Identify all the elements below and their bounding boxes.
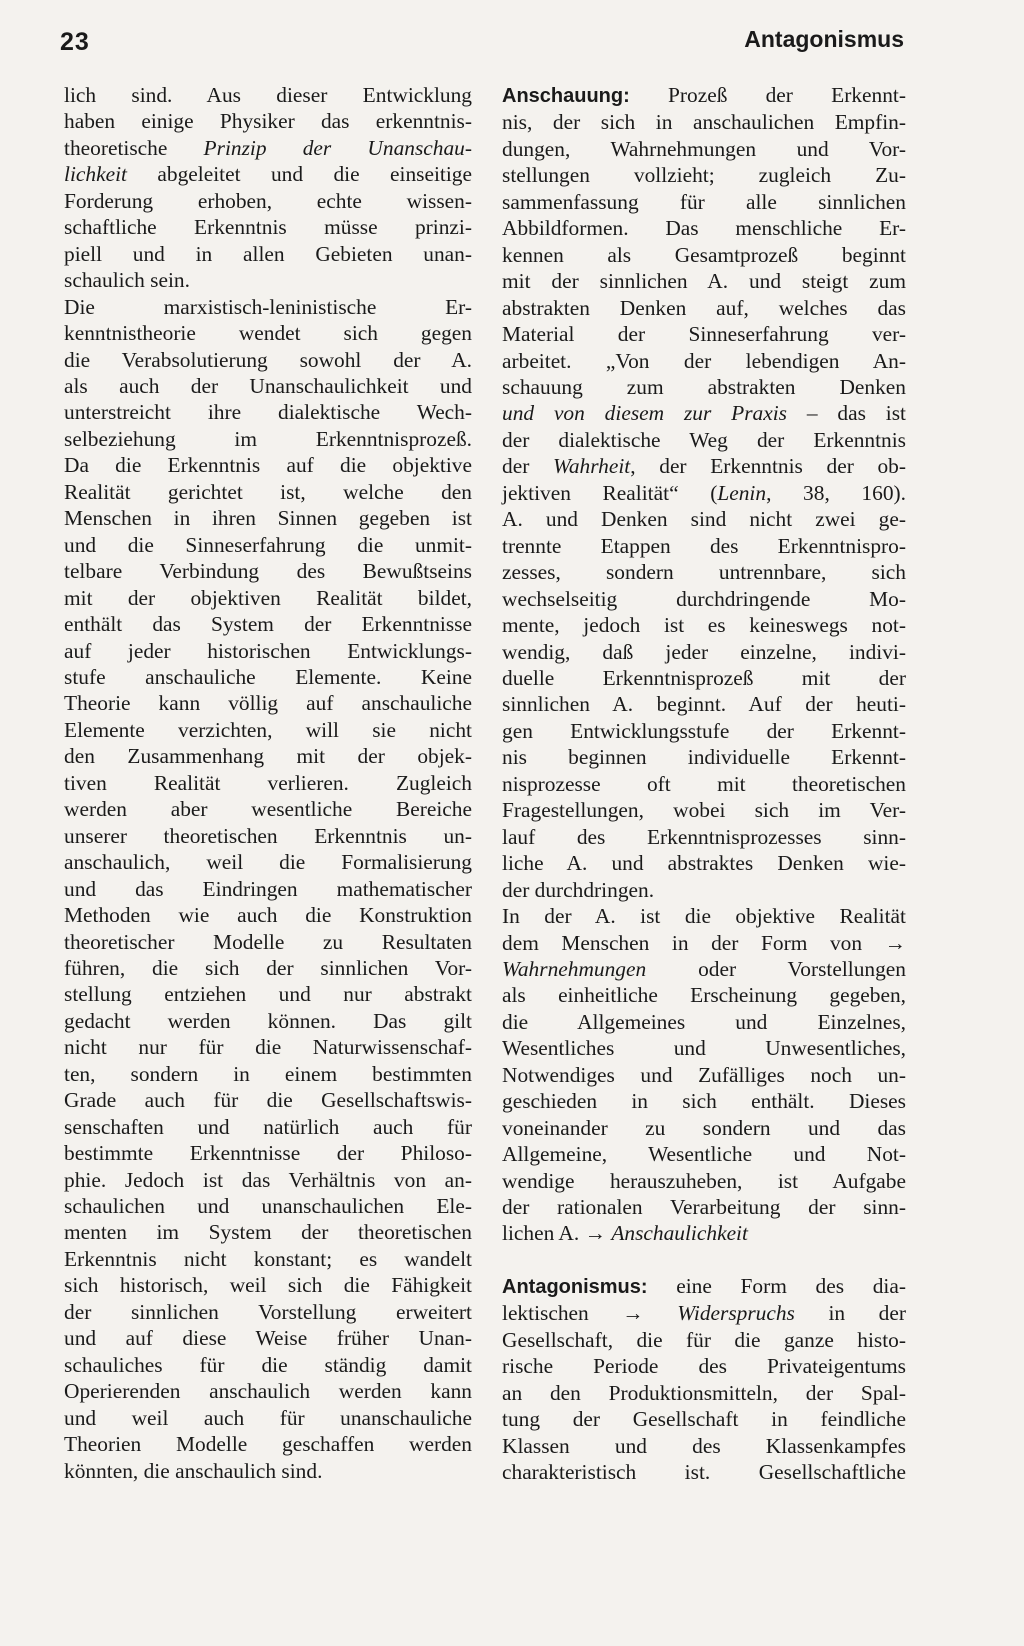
text-line: bestimmte Erkenntnisse der Philoso- bbox=[64, 1141, 472, 1166]
text-line: A. und Denken sind nicht zwei ge- bbox=[502, 507, 906, 532]
quote-italic: und von diesem zur Praxis bbox=[502, 401, 787, 426]
text-line: schauliches für die ständig damit bbox=[64, 1352, 472, 1377]
text-line: Operierenden anschaulich werden kann bbox=[64, 1379, 472, 1404]
term-anschaulichkeit: Anschaulichkeit bbox=[611, 1221, 748, 1246]
text-line: schaftliche Erkenntnis müsse prinzi- bbox=[64, 215, 472, 240]
paragraph bbox=[64, 294, 472, 1484]
text-line: arbeitet. „Von der lebendigen An- bbox=[502, 348, 906, 373]
entry-gap bbox=[502, 1247, 906, 1273]
text-line: tung der Gesellschaft in feindliche bbox=[502, 1407, 906, 1432]
text-line: anschaulich, weil die Formalisierung bbox=[64, 850, 472, 875]
text-line: Forderung erhoben, echte wissen- bbox=[64, 188, 472, 213]
text-line: als einheitliche Erscheinung gegeben, bbox=[502, 983, 906, 1008]
text-line: mit der objektiven Realität bildet, bbox=[64, 585, 472, 610]
text-line: selbeziehung im Erkenntnisprozeß. bbox=[64, 426, 472, 451]
text-segment: in der bbox=[828, 1301, 906, 1326]
text-line: dem Menschen in der Form von → bbox=[502, 930, 906, 955]
headword-antagonismus: Antagonismus: bbox=[502, 1275, 648, 1298]
text-line: Theorie kann völlig auf anschauliche bbox=[64, 691, 472, 716]
text-line: mente, jedoch ist es keineswegs not- bbox=[502, 613, 906, 638]
text-segment: theoretische bbox=[64, 135, 168, 160]
text-line: Allgemeine, Wesentliche und Not- bbox=[502, 1142, 906, 1167]
text-line: lauf des Erkenntnisprozesses sinn- bbox=[502, 824, 906, 849]
text-line: Material der Sinneserfahrung ver- bbox=[502, 322, 906, 347]
text-line: unterstreicht ihre dialektische Wech- bbox=[64, 400, 472, 425]
text-line: den Zusammenhang mit der objek- bbox=[64, 744, 472, 769]
text-line: nis, der sich in anschaulichen Empfin- bbox=[502, 110, 906, 135]
text-line: Realität gerichtet ist, welche den bbox=[64, 479, 472, 504]
text-line: unserer theoretischen Erkenntnis un- bbox=[64, 823, 472, 848]
text-line: Erkenntnis nicht konstant; es wandelt bbox=[64, 1246, 472, 1271]
term-prinzip: Prinzip der Unanschau- bbox=[203, 135, 472, 160]
text-segment: lektischen → bbox=[502, 1301, 644, 1326]
text-line: schauung zum abstrakten Denken bbox=[502, 374, 906, 399]
text-segment: jektiven Realität“ ( bbox=[502, 480, 718, 505]
text-line: führen, die sich der sinnlichen Vor- bbox=[64, 955, 472, 980]
text-line: Gesellschaft, die für die ganze histo- bbox=[502, 1327, 906, 1352]
text-segment: der bbox=[502, 454, 530, 479]
text-line: enthält das System der Erkenntnisse bbox=[64, 612, 472, 637]
text-line: lich sind. Aus dieser Entwicklung bbox=[64, 83, 472, 107]
text-line: der sinnlichen Vorstellung erweitert bbox=[64, 1299, 472, 1324]
text-line: Die marxistisch-leninistische Er- bbox=[64, 294, 472, 319]
text-line: als auch der Unanschaulichkeit und bbox=[64, 373, 472, 398]
text-segment: Prozeß der Erkennt- bbox=[668, 83, 906, 107]
left-column bbox=[64, 82, 472, 1484]
text-line: senschaften und natürlich auch für bbox=[64, 1114, 472, 1139]
text-line: menten im System der theoretischen bbox=[64, 1220, 472, 1245]
text-line: Wesentliches und Unwesentliches, bbox=[502, 1036, 906, 1061]
text-line: stellungen vollzieht; zugleich Zu- bbox=[502, 163, 906, 188]
text-line: der durchdringen. bbox=[502, 877, 655, 902]
text-line: werden aber wesentliche Bereiche bbox=[64, 797, 472, 822]
text-line: Menschen in ihren Sinnen gegeben ist bbox=[64, 506, 472, 531]
text-line: telbare Verbindung des Bewußtseins bbox=[64, 559, 472, 584]
text-line: und das Eindringen mathematischer bbox=[64, 876, 472, 901]
text-line: stellung entziehen und nur abstrakt bbox=[64, 982, 472, 1007]
text-line: abstrakten Denken auf, welches das bbox=[502, 295, 906, 320]
text-line: Da die Erkenntnis auf die objektive bbox=[64, 453, 472, 478]
text-line: nisprozesse oft mit theoretischen bbox=[502, 771, 906, 796]
text-line bbox=[502, 400, 906, 426]
text-line: duelle Erkenntnisprozeß mit der bbox=[502, 665, 906, 690]
text-line: der rationalen Verarbeitung der sinn- bbox=[502, 1195, 906, 1220]
text-line: piell und in allen Gebieten unan- bbox=[64, 241, 472, 266]
text-line: nis beginnen individuelle Erkennt- bbox=[502, 745, 906, 770]
text-line: Grade auch für die Gesellschaftswis- bbox=[64, 1088, 472, 1113]
text-line: haben einige Physiker das erkenntnis- bbox=[64, 109, 472, 134]
text-line: rische Periode des Privateigentums bbox=[502, 1354, 906, 1379]
text-line: Notwendiges und Zufälliges noch un- bbox=[502, 1062, 906, 1087]
text-line: mit der sinnlichen A. und steigt zum bbox=[502, 269, 906, 294]
text-line: wechselseitig durchdringende Mo- bbox=[502, 586, 906, 611]
text-line: ten, sondern in einem bestimmten bbox=[64, 1061, 472, 1086]
text-line: und weil auch für unanschauliche bbox=[64, 1405, 472, 1430]
text-line: geschieden in sich enthält. Dieses bbox=[502, 1089, 906, 1114]
text-line: und die Sinneserfahrung die unmit- bbox=[64, 532, 472, 557]
text-line: wendig, daß jeder einzelne, indivi- bbox=[502, 639, 906, 664]
page-number: 23 bbox=[60, 28, 90, 56]
entry-antagonismus bbox=[502, 1273, 906, 1486]
text-line: phie. Jedoch ist das Verhältnis von an- bbox=[64, 1167, 472, 1192]
text-line: theoretischer Modelle zu Resultaten bbox=[64, 929, 472, 954]
term-wahrnehmungen: Wahrnehmungen bbox=[502, 956, 647, 981]
text-line: voneinander zu sondern und das bbox=[502, 1115, 906, 1140]
text-line: Theorien Modelle geschaffen werden bbox=[64, 1432, 472, 1457]
text-line: schaulichen und unanschaulichen Ele- bbox=[64, 1194, 472, 1219]
paragraph bbox=[64, 82, 472, 294]
text-line: die Allgemeines und Einzelnes, bbox=[502, 1009, 906, 1034]
text-line: trennte Etappen des Erkenntnispro- bbox=[502, 533, 906, 558]
right-column bbox=[502, 82, 906, 1486]
text-line: zesses, sondern untrennbare, sich bbox=[502, 560, 906, 585]
text-line: kenntnistheorie wendet sich gegen bbox=[64, 321, 472, 346]
term-wahrheit: Wahrheit bbox=[552, 454, 631, 479]
text-line: schaulich sein. bbox=[64, 268, 190, 293]
text-line: In der A. ist die objektive Realität bbox=[502, 904, 906, 929]
text-segment: abgeleitet und die einseitige bbox=[157, 162, 472, 187]
running-head: Antagonismus bbox=[744, 26, 904, 52]
text-line: Fragestellungen, wobei sich im Ver- bbox=[502, 798, 906, 823]
text-line: könnten, die anschaulich sind. bbox=[64, 1458, 323, 1483]
text-line bbox=[64, 161, 472, 187]
text-line bbox=[502, 1220, 906, 1246]
text-segment: oder Vorstellungen bbox=[698, 956, 906, 981]
text-line: Elemente verzichten, will sie nicht bbox=[64, 717, 472, 742]
text-line: sich historisch, weil sich die Fähigkeit bbox=[64, 1273, 472, 1298]
text-line: an den Produktionsmitteln, der Spal- bbox=[502, 1380, 906, 1405]
text-segment: , 38, 160). bbox=[766, 480, 906, 505]
text-line bbox=[502, 453, 906, 479]
text-line: Abbildformen. Das menschliche Er- bbox=[502, 216, 906, 241]
text-line bbox=[64, 135, 472, 161]
text-line: dungen, Wahrnehmungen und Vor- bbox=[502, 136, 906, 161]
text-line: kennen als Gesamtprozeß beginnt bbox=[502, 242, 906, 267]
text-line: gen Entwicklungsstufe der Erkennt- bbox=[502, 718, 906, 743]
text-line: und auf diese Weise früher Unan- bbox=[64, 1326, 472, 1351]
text-segment: eine Form des dia- bbox=[676, 1273, 906, 1298]
text-line: liche A. und abstraktes Denken wie- bbox=[502, 851, 906, 876]
term-widerspruchs: Widerspruchs bbox=[677, 1301, 795, 1326]
text-line: sinnlichen A. beginnt. Auf der heuti- bbox=[502, 692, 906, 717]
text-line: gedacht werden können. Das gilt bbox=[64, 1008, 472, 1033]
text-line: Methoden wie auch die Konstruktion bbox=[64, 903, 472, 928]
headword-anschauung: Anschauung: bbox=[502, 85, 630, 107]
text-line bbox=[502, 1273, 906, 1300]
text-line: Klassen und des Klassenkampfes bbox=[502, 1433, 906, 1458]
text-line bbox=[502, 1300, 906, 1326]
text-segment: lichen A. → bbox=[502, 1221, 606, 1246]
text-line: wendige herauszuheben, ist Aufgabe bbox=[502, 1168, 906, 1193]
citation-lenin: Lenin bbox=[717, 480, 767, 505]
term-lichkeit: lichkeit bbox=[64, 162, 127, 187]
text-line bbox=[502, 82, 906, 109]
text-line: charakteristisch ist. Gesellschaftliche bbox=[502, 1460, 906, 1485]
text-line: nicht nur für die Naturwissenschaf- bbox=[64, 1035, 472, 1060]
text-line: der dialektische Weg der Erkenntnis bbox=[502, 427, 906, 452]
entry-anschauung bbox=[502, 82, 906, 1247]
text-line bbox=[502, 956, 906, 982]
text-line: sammenfassung für alle sinnlichen bbox=[502, 189, 906, 214]
text-line bbox=[502, 480, 906, 506]
text-segment: , der Erkenntnis der ob- bbox=[630, 454, 906, 479]
text-segment: – das ist bbox=[806, 401, 906, 426]
text-line: tiven Realität verlieren. Zugleich bbox=[64, 770, 472, 795]
text-line: auf jeder historischen Entwicklungs- bbox=[64, 638, 472, 663]
text-line: stufe anschauliche Elemente. Keine bbox=[64, 664, 472, 689]
text-line: die Verabsolutierung sowohl der A. bbox=[64, 347, 472, 372]
